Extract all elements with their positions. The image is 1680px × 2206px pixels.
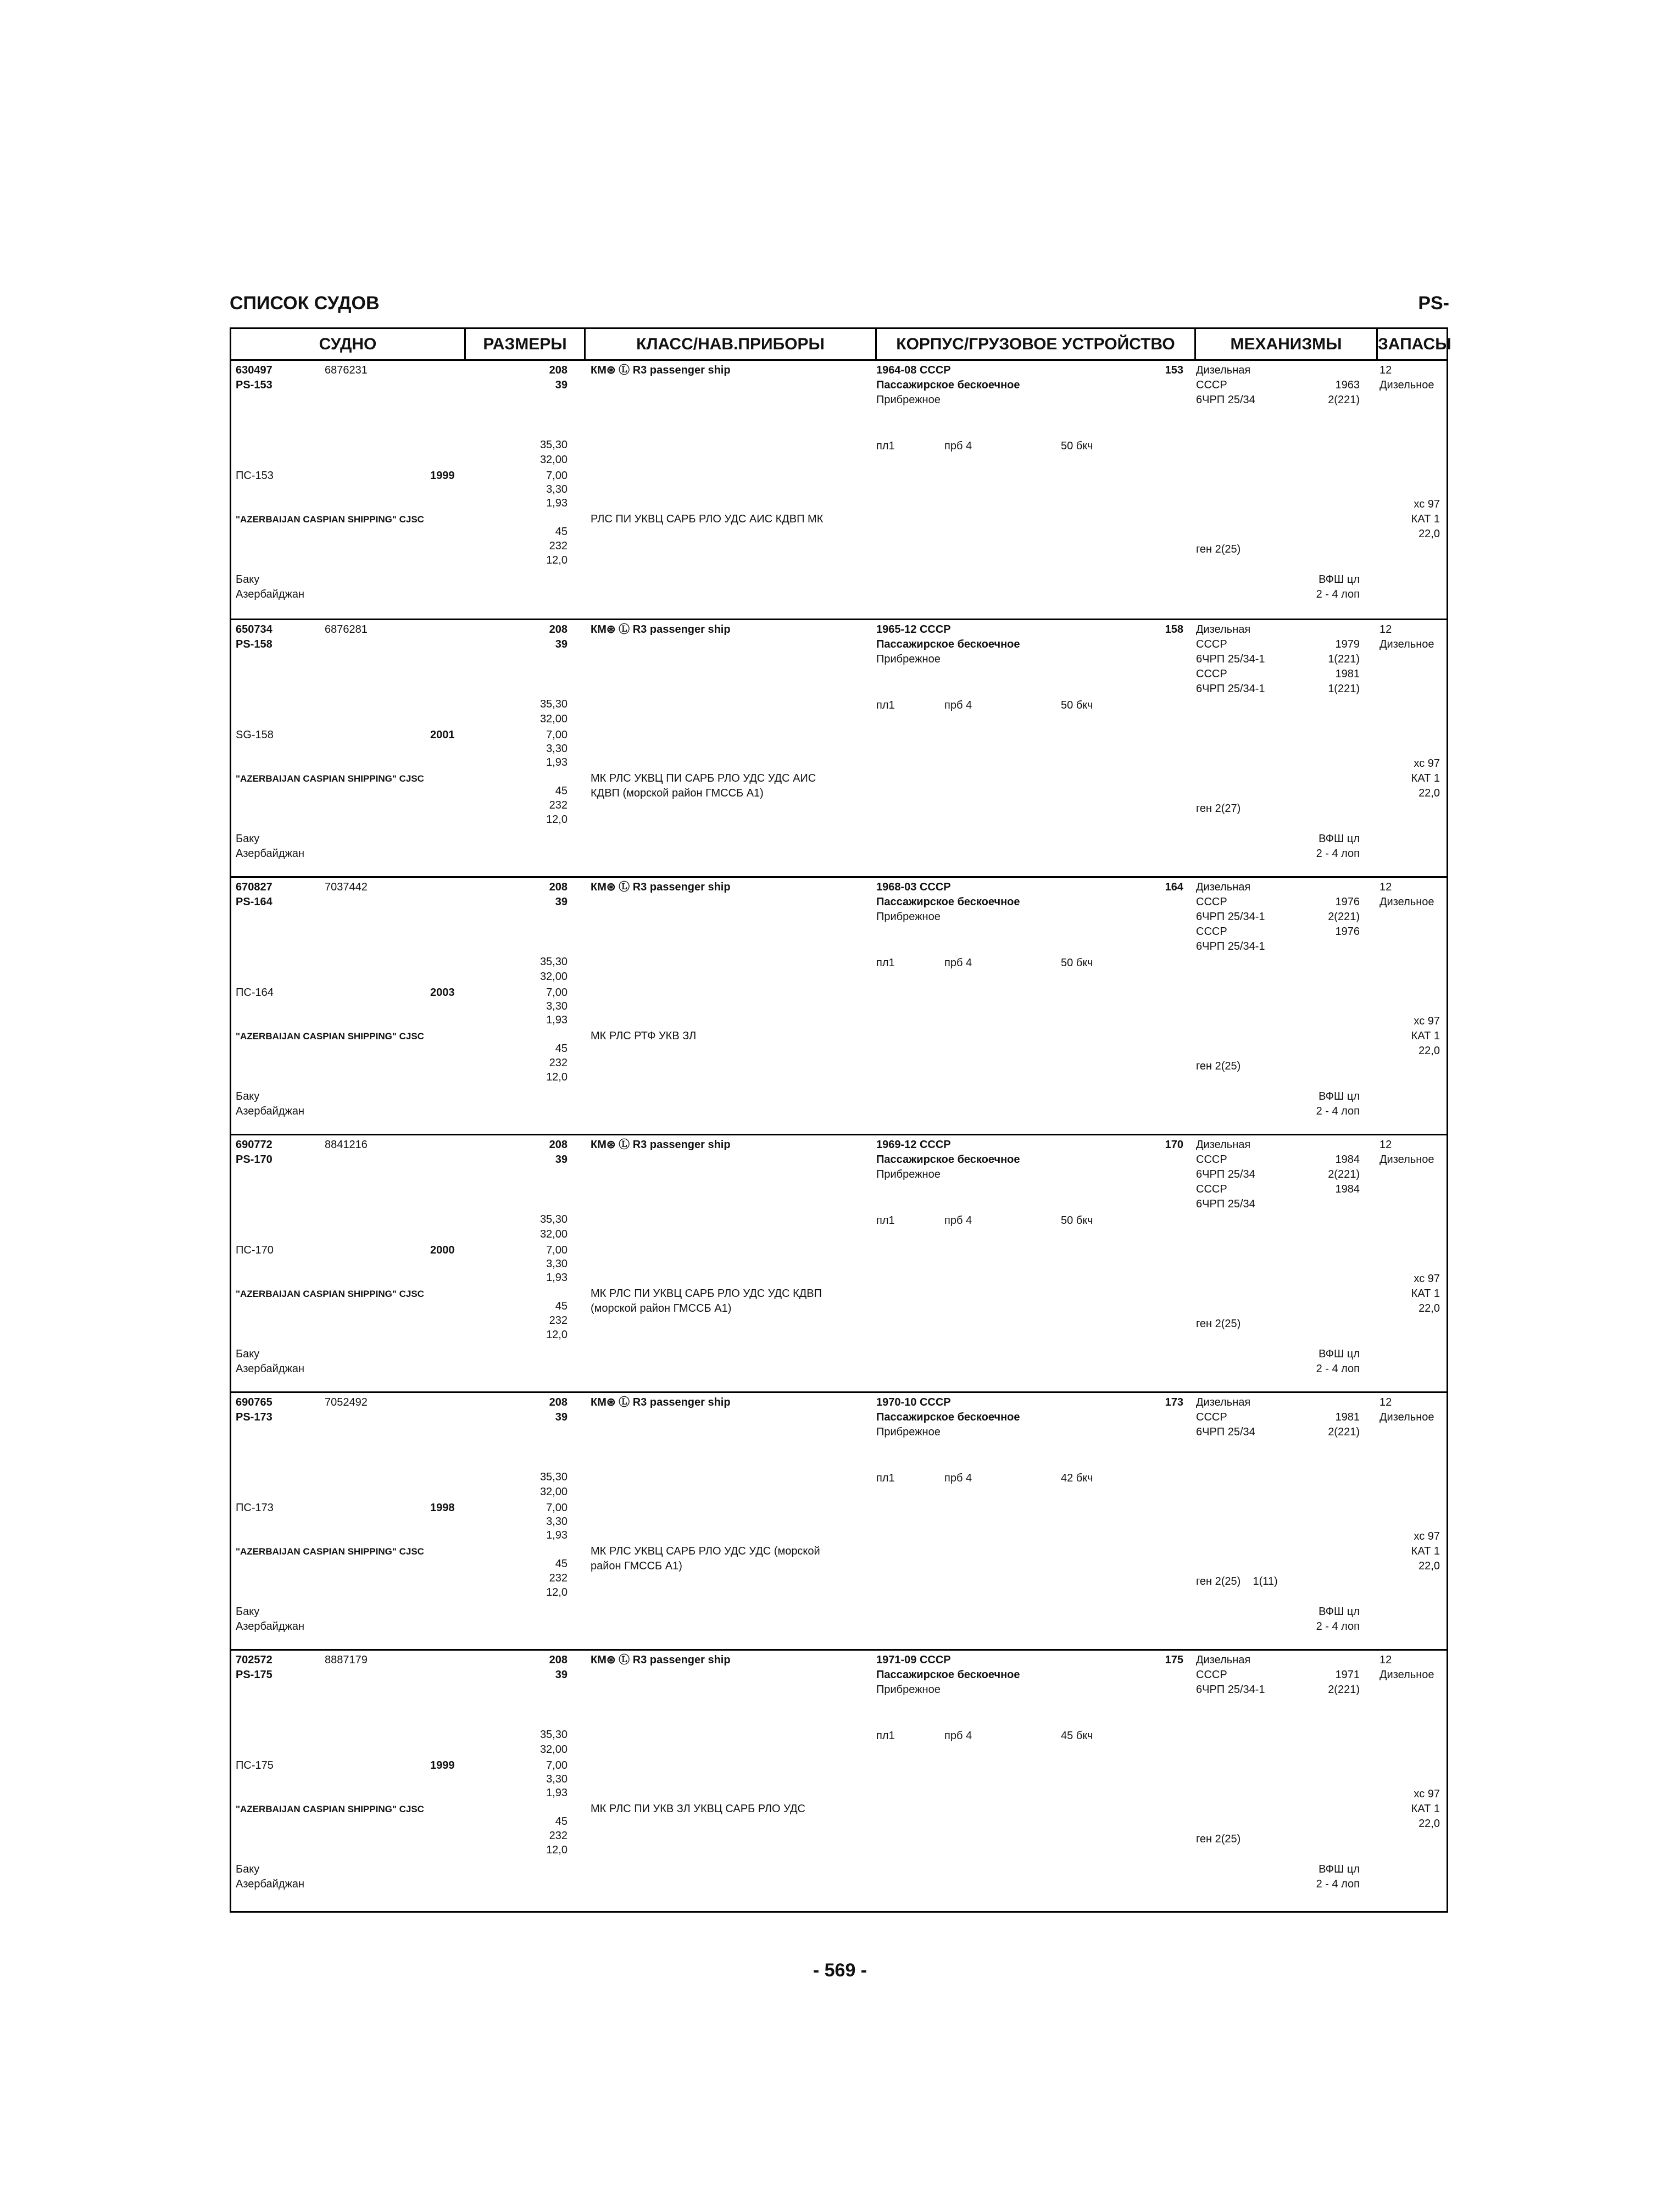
navigation-area: Прибрежное xyxy=(876,1168,941,1180)
col-header-hull: КОРПУС/ГРУЗОВОЕ УСТРОЙСТВО xyxy=(877,329,1196,359)
dimension-value: 3,30 xyxy=(546,1258,568,1270)
class-notation: КМ⊛ Ⓛ R3 passenger ship xyxy=(591,1654,731,1666)
capacity-info: 45 бкч xyxy=(1061,1730,1093,1742)
former-name: ПС-170 xyxy=(236,1244,274,1256)
vessel-name: PS-164 xyxy=(236,896,272,908)
engine-year: 2(221) xyxy=(1328,1168,1360,1180)
imo-number: 6876231 xyxy=(325,364,368,376)
engine-type: Дизельная xyxy=(1196,1396,1251,1408)
col-header-vessel: СУДНО xyxy=(231,329,466,359)
dimension-value: 12,0 xyxy=(546,1071,568,1083)
fuel-type: Дизельное xyxy=(1379,1411,1434,1423)
home-port: Баку xyxy=(236,1606,260,1618)
ship-type: Пассажирское бескоечное xyxy=(876,896,1020,908)
hull-number: 164 xyxy=(1165,881,1183,893)
supply-category: КАТ 1 xyxy=(1411,772,1440,784)
capacity-info: 50 бкч xyxy=(1061,440,1093,452)
engine-origin: СССР xyxy=(1196,1669,1227,1681)
engine-type: Дизельная xyxy=(1196,1654,1251,1666)
engine-year: 1984 xyxy=(1335,1183,1360,1195)
dimension-value: 39 xyxy=(555,896,568,908)
propeller-type: ВФШ цл xyxy=(1319,573,1360,586)
owner: "AZERBAIJAN CASPIAN SHIPPING" CJSC xyxy=(236,1804,424,1814)
propeller-blades: 2 - 4 лоп xyxy=(1316,1105,1360,1117)
vessel-record xyxy=(231,876,1447,1134)
dimension-value: 39 xyxy=(555,1411,568,1423)
dimension-value: 35,30 xyxy=(539,956,568,968)
navigation-area: Прибрежное xyxy=(876,394,941,406)
dimension-value: 45 xyxy=(555,526,568,538)
rename-year: 2003 xyxy=(430,987,455,999)
navigation-area: Прибрежное xyxy=(876,1684,941,1696)
supply-code: хс 97 xyxy=(1414,757,1440,770)
propeller-blades: 2 - 4 лоп xyxy=(1316,848,1360,860)
generator-info: ген 2(25) 1(11) xyxy=(1196,1575,1278,1587)
engine-origin: СССР xyxy=(1196,1154,1227,1166)
dimension-value: 12,0 xyxy=(546,554,568,566)
col-header-supplies: ЗАПАСЫ xyxy=(1378,335,1451,353)
bulkhead-info: прб 4 xyxy=(944,1730,972,1742)
engine-year: 2(221) xyxy=(1328,1684,1360,1696)
vessel-name: PS-173 xyxy=(236,1411,272,1423)
fuel-type: Дизельное xyxy=(1379,638,1434,650)
engine-year: 1981 xyxy=(1335,1411,1360,1423)
vessel-record xyxy=(231,1134,1447,1391)
table-header xyxy=(231,329,1451,361)
country: Азербайджан xyxy=(236,1363,305,1375)
propeller-blades: 2 - 4 лоп xyxy=(1316,1363,1360,1375)
rename-year: 1999 xyxy=(430,1759,455,1772)
vessel-name: PS-175 xyxy=(236,1669,272,1681)
supply-code: хс 97 xyxy=(1414,1015,1440,1027)
ship-type: Пассажирское бескоечное xyxy=(876,379,1020,391)
engine-year: 1976 xyxy=(1335,926,1360,938)
nav-equipment: (морской район ГМССБ А1) xyxy=(591,1302,732,1314)
page-title: СПИСОК СУДОВ xyxy=(230,293,380,314)
dimension-value: 1,93 xyxy=(546,497,568,509)
nav-equipment: РЛС ПИ УКВЦ САРБ РЛО УДС АИС КДВП МК xyxy=(591,513,824,525)
engine-origin: 6ЧРП 25/34-1 xyxy=(1196,683,1265,695)
nav-equipment: МК РЛС РТФ УКВ ЗЛ xyxy=(591,1030,697,1042)
nav-equipment: КДВП (морской район ГМССБ А1) xyxy=(591,787,764,799)
dimension-value: 3,30 xyxy=(546,1773,568,1785)
owner: "AZERBAIJAN CASPIAN SHIPPING" CJSC xyxy=(236,1546,424,1557)
rename-year: 2000 xyxy=(430,1244,455,1256)
dimension-value: 232 xyxy=(549,1572,568,1584)
vessel-record xyxy=(231,619,1447,876)
supply-category: КАТ 1 xyxy=(1411,1288,1440,1300)
supply-days: 12 xyxy=(1379,1396,1392,1408)
imo-number: 8887179 xyxy=(325,1654,368,1666)
dimension-value: 45 xyxy=(555,785,568,797)
dimension-value: 7,00 xyxy=(546,1244,568,1256)
hull-number: 170 xyxy=(1165,1139,1183,1151)
ship-type: Пассажирское бескоечное xyxy=(876,1669,1020,1681)
hull-number: 153 xyxy=(1165,364,1183,376)
engine-origin: СССР xyxy=(1196,926,1227,938)
dimension-value: 35,30 xyxy=(539,439,568,451)
dimension-value: 7,00 xyxy=(546,470,568,482)
bulkhead-info: прб 4 xyxy=(944,699,972,711)
dimension-value: 232 xyxy=(549,1830,568,1842)
dimension-value: 35,30 xyxy=(539,1213,568,1225)
dimension-value: 208 xyxy=(549,364,568,376)
supply-days: 12 xyxy=(1379,623,1392,636)
fuel-type: Дизельное xyxy=(1379,379,1434,391)
nav-equipment: МК РЛС УКВЦ ПИ САРБ РЛО УДС УДС АИС xyxy=(591,772,816,784)
engine-origin: 6ЧРП 25/34 xyxy=(1196,1198,1255,1210)
dimension-value: 39 xyxy=(555,1154,568,1166)
dimension-value: 3,30 xyxy=(546,743,568,755)
ship-type: Пассажирское бескоечное xyxy=(876,1411,1020,1423)
ship-type: Пассажирское бескоечное xyxy=(876,1154,1020,1166)
home-port: Баку xyxy=(236,833,260,845)
bulkhead-info: прб 4 xyxy=(944,1472,972,1484)
build-date: 1969-12 СССР xyxy=(876,1139,951,1151)
dimension-value: 1,93 xyxy=(546,756,568,768)
ship-type: Пассажирское бескоечное xyxy=(876,638,1020,650)
engine-type: Дизельная xyxy=(1196,623,1251,636)
class-notation: КМ⊛ Ⓛ R3 passenger ship xyxy=(591,1396,731,1408)
dimension-value: 1,93 xyxy=(546,1529,568,1541)
section-label: PS- xyxy=(1418,293,1449,314)
dimension-value: 45 xyxy=(555,1558,568,1570)
dimension-value: 35,30 xyxy=(539,698,568,710)
engine-year: 1979 xyxy=(1335,638,1360,650)
imo-number: 7037442 xyxy=(325,881,368,893)
propeller-blades: 2 - 4 лоп xyxy=(1316,1620,1360,1633)
dimension-value: 45 xyxy=(555,1300,568,1312)
engine-origin: 6ЧРП 25/34-1 xyxy=(1196,911,1265,923)
build-date: 1965-12 СССР xyxy=(876,623,951,636)
nav-equipment: МК РЛС ПИ УКВЦ САРБ РЛО УДС УДС КДВП xyxy=(591,1288,822,1300)
dimension-value: 45 xyxy=(555,1815,568,1828)
owner: "AZERBAIJAN CASPIAN SHIPPING" CJSC xyxy=(236,1031,424,1041)
former-name: ПС-164 xyxy=(236,987,274,999)
engine-year: 1984 xyxy=(1335,1154,1360,1166)
class-notation: КМ⊛ Ⓛ R3 passenger ship xyxy=(591,1139,731,1151)
imo-number: 7052492 xyxy=(325,1396,368,1408)
supply-code: хс 97 xyxy=(1414,1788,1440,1800)
dimension-value: 32,00 xyxy=(539,971,568,983)
bulkhead-info: прб 4 xyxy=(944,440,972,452)
fuel-type: Дизельное xyxy=(1379,1669,1434,1681)
dimension-value: 208 xyxy=(549,1654,568,1666)
dimension-value: 12,0 xyxy=(546,1329,568,1341)
supply-days: 12 xyxy=(1379,1139,1392,1151)
fuel-type: Дизельное xyxy=(1379,1154,1434,1166)
generator-info: ген 2(25) xyxy=(1196,1318,1241,1330)
build-date: 1968-03 СССР xyxy=(876,881,951,893)
engine-year: 1963 xyxy=(1335,379,1360,391)
engine-year: 1971 xyxy=(1335,1669,1360,1681)
propeller-type: ВФШ цл xyxy=(1319,1090,1360,1102)
dimension-value: 12,0 xyxy=(546,814,568,826)
engine-year: 2(221) xyxy=(1328,394,1360,406)
page-number: - 569 - xyxy=(813,1960,867,1981)
capacity-info: 50 бкч xyxy=(1061,957,1093,969)
class-notation: КМ⊛ Ⓛ R3 passenger ship xyxy=(591,364,731,376)
dimension-value: 45 xyxy=(555,1043,568,1055)
reg-number: 690772 xyxy=(236,1139,272,1151)
country: Азербайджан xyxy=(236,1878,305,1890)
deck-info: пл1 xyxy=(876,440,895,452)
former-name: ПС-175 xyxy=(236,1759,274,1772)
dimension-value: 35,30 xyxy=(539,1729,568,1741)
col-header-machinery: МЕХАНИЗМЫ xyxy=(1196,329,1378,359)
supply-code: хс 97 xyxy=(1414,1273,1440,1285)
dimension-value: 208 xyxy=(549,623,568,636)
engine-origin: 6ЧРП 25/34-1 xyxy=(1196,940,1265,952)
dimension-value: 12,0 xyxy=(546,1586,568,1598)
generator-info: ген 2(25) xyxy=(1196,543,1241,555)
engine-origin: СССР xyxy=(1196,668,1227,680)
imo-number: 6876281 xyxy=(325,623,368,636)
class-notation: КМ⊛ Ⓛ R3 passenger ship xyxy=(591,881,731,893)
capacity-info: 50 бкч xyxy=(1061,1215,1093,1227)
bulkhead-info: прб 4 xyxy=(944,1215,972,1227)
vessel-record xyxy=(231,1649,1447,1907)
dimension-value: 1,93 xyxy=(546,1014,568,1026)
engine-year: 2(221) xyxy=(1328,911,1360,923)
dimension-value: 32,00 xyxy=(539,1228,568,1240)
bulkhead-info: прб 4 xyxy=(944,957,972,969)
build-date: 1971-09 СССР xyxy=(876,1654,951,1666)
capacity-info: 42 бкч xyxy=(1061,1472,1093,1484)
engine-origin: СССР xyxy=(1196,379,1227,391)
dimension-value: 1,93 xyxy=(546,1272,568,1284)
propeller-type: ВФШ цл xyxy=(1319,1606,1360,1618)
former-name: ПС-153 xyxy=(236,470,274,482)
owner: "AZERBAIJAN CASPIAN SHIPPING" CJSC xyxy=(236,1289,424,1299)
dimension-value: 7,00 xyxy=(546,729,568,741)
propeller-blades: 2 - 4 лоп xyxy=(1316,1878,1360,1890)
engine-origin: 6ЧРП 25/34 xyxy=(1196,1426,1255,1438)
navigation-area: Прибрежное xyxy=(876,911,941,923)
supply-days: 12 xyxy=(1379,364,1392,376)
dimension-value: 39 xyxy=(555,379,568,391)
dimension-value: 32,00 xyxy=(539,1486,568,1498)
engine-origin: 6ЧРП 25/34-1 xyxy=(1196,1684,1265,1696)
engine-type: Дизельная xyxy=(1196,881,1251,893)
navigation-area: Прибрежное xyxy=(876,653,941,665)
country: Азербайджан xyxy=(236,1620,305,1633)
ship-register-table xyxy=(230,327,1451,1913)
supply-value: 22,0 xyxy=(1418,528,1440,540)
dimension-value: 232 xyxy=(549,540,568,552)
reg-number: 670827 xyxy=(236,881,272,893)
class-notation: КМ⊛ Ⓛ R3 passenger ship xyxy=(591,623,731,636)
col-header-class: КЛАСС/НАВ.ПРИБОРЫ xyxy=(586,329,877,359)
deck-info: пл1 xyxy=(876,1472,895,1484)
dimension-value: 232 xyxy=(549,1057,568,1069)
capacity-info: 50 бкч xyxy=(1061,699,1093,711)
former-name: ПС-173 xyxy=(236,1502,274,1514)
supply-value: 22,0 xyxy=(1418,787,1440,799)
dimension-value: 3,30 xyxy=(546,1000,568,1012)
supply-code: хс 97 xyxy=(1414,1530,1440,1542)
dimension-value: 7,00 xyxy=(546,1759,568,1772)
supply-days: 12 xyxy=(1379,1654,1392,1666)
generator-info: ген 2(27) xyxy=(1196,803,1241,815)
vessel-record xyxy=(231,1391,1447,1649)
build-date: 1964-08 СССР xyxy=(876,364,951,376)
dimension-value: 12,0 xyxy=(546,1844,568,1856)
fuel-type: Дизельное xyxy=(1379,896,1434,908)
home-port: Баку xyxy=(236,1090,260,1102)
reg-number: 630497 xyxy=(236,364,272,376)
engine-origin: 6ЧРП 25/34 xyxy=(1196,1168,1255,1180)
generator-info: ген 2(25) xyxy=(1196,1833,1241,1845)
former-name: SG-158 xyxy=(236,729,274,741)
dimension-value: 3,30 xyxy=(546,483,568,495)
dimension-value: 208 xyxy=(549,1139,568,1151)
supply-category: КАТ 1 xyxy=(1411,1803,1440,1815)
supply-value: 22,0 xyxy=(1418,1302,1440,1314)
reg-number: 650734 xyxy=(236,623,272,636)
owner: "AZERBAIJAN CASPIAN SHIPPING" CJSC xyxy=(236,773,424,784)
engine-year: 1981 xyxy=(1335,668,1360,680)
vessel-name: PS-158 xyxy=(236,638,272,650)
engine-origin: СССР xyxy=(1196,1183,1227,1195)
dimension-value: 32,00 xyxy=(539,713,568,725)
supply-category: КАТ 1 xyxy=(1411,1030,1440,1042)
vessel-name: PS-170 xyxy=(236,1154,272,1166)
owner: "AZERBAIJAN CASPIAN SHIPPING" CJSC xyxy=(236,514,424,525)
home-port: Баку xyxy=(236,1863,260,1875)
deck-info: пл1 xyxy=(876,699,895,711)
engine-year: 1976 xyxy=(1335,896,1360,908)
dimension-value: 232 xyxy=(549,1314,568,1327)
nav-equipment: МК РЛС ПИ УКВ ЗЛ УКВЦ САРБ РЛО УДС xyxy=(591,1803,805,1815)
hull-number: 158 xyxy=(1165,623,1183,636)
engine-type: Дизельная xyxy=(1196,364,1251,376)
supply-category: КАТ 1 xyxy=(1411,1545,1440,1557)
rename-year: 2001 xyxy=(430,729,455,741)
generator-info: ген 2(25) xyxy=(1196,1060,1241,1072)
engine-origin: СССР xyxy=(1196,638,1227,650)
engine-year: 1(221) xyxy=(1328,683,1360,695)
country: Азербайджан xyxy=(236,588,305,600)
country: Азербайджан xyxy=(236,1105,305,1117)
dimension-value: 39 xyxy=(555,1669,568,1681)
reg-number: 690765 xyxy=(236,1396,272,1408)
propeller-type: ВФШ цл xyxy=(1319,1348,1360,1360)
country: Азербайджан xyxy=(236,848,305,860)
col-header-dimensions: РАЗМЕРЫ xyxy=(466,329,586,359)
navigation-area: Прибрежное xyxy=(876,1426,941,1438)
dimension-value: 32,00 xyxy=(539,454,568,466)
nav-equipment: район ГМССБ А1) xyxy=(591,1560,682,1572)
propeller-type: ВФШ цл xyxy=(1319,833,1360,845)
dimension-value: 39 xyxy=(555,638,568,650)
propeller-type: ВФШ цл xyxy=(1319,1863,1360,1875)
engine-origin: 6ЧРП 25/34-1 xyxy=(1196,653,1265,665)
dimension-value: 232 xyxy=(549,799,568,811)
build-date: 1970-10 СССР xyxy=(876,1396,951,1408)
dimension-value: 7,00 xyxy=(546,987,568,999)
dimension-value: 208 xyxy=(549,1396,568,1408)
home-port: Баку xyxy=(236,1348,260,1360)
engine-origin: СССР xyxy=(1196,896,1227,908)
engine-year: 2(221) xyxy=(1328,1426,1360,1438)
nav-equipment: МК РЛС УКВЦ САРБ РЛО УДС УДС (морской xyxy=(591,1545,820,1557)
rename-year: 1998 xyxy=(430,1502,455,1514)
engine-type: Дизельная xyxy=(1196,1139,1251,1151)
dimension-value: 7,00 xyxy=(546,1502,568,1514)
supply-code: хс 97 xyxy=(1414,498,1440,510)
deck-info: пл1 xyxy=(876,1730,895,1742)
engine-origin: 6ЧРП 25/34 xyxy=(1196,394,1255,406)
supply-value: 22,0 xyxy=(1418,1045,1440,1057)
dimension-value: 1,93 xyxy=(546,1787,568,1799)
deck-info: пл1 xyxy=(876,957,895,969)
imo-number: 8841216 xyxy=(325,1139,368,1151)
rename-year: 1999 xyxy=(430,470,455,482)
dimension-value: 208 xyxy=(549,881,568,893)
vessel-record xyxy=(231,361,1447,619)
dimension-value: 3,30 xyxy=(546,1516,568,1528)
dimension-value: 32,00 xyxy=(539,1743,568,1756)
supply-value: 22,0 xyxy=(1418,1818,1440,1830)
supply-value: 22,0 xyxy=(1418,1560,1440,1572)
engine-year: 1(221) xyxy=(1328,653,1360,665)
hull-number: 173 xyxy=(1165,1396,1183,1408)
supply-category: КАТ 1 xyxy=(1411,513,1440,525)
engine-origin: СССР xyxy=(1196,1411,1227,1423)
reg-number: 702572 xyxy=(236,1654,272,1666)
propeller-blades: 2 - 4 лоп xyxy=(1316,588,1360,600)
dimension-value: 35,30 xyxy=(539,1471,568,1483)
deck-info: пл1 xyxy=(876,1215,895,1227)
hull-number: 175 xyxy=(1165,1654,1183,1666)
supply-days: 12 xyxy=(1379,881,1392,893)
vessel-name: PS-153 xyxy=(236,379,272,391)
home-port: Баку xyxy=(236,573,260,586)
